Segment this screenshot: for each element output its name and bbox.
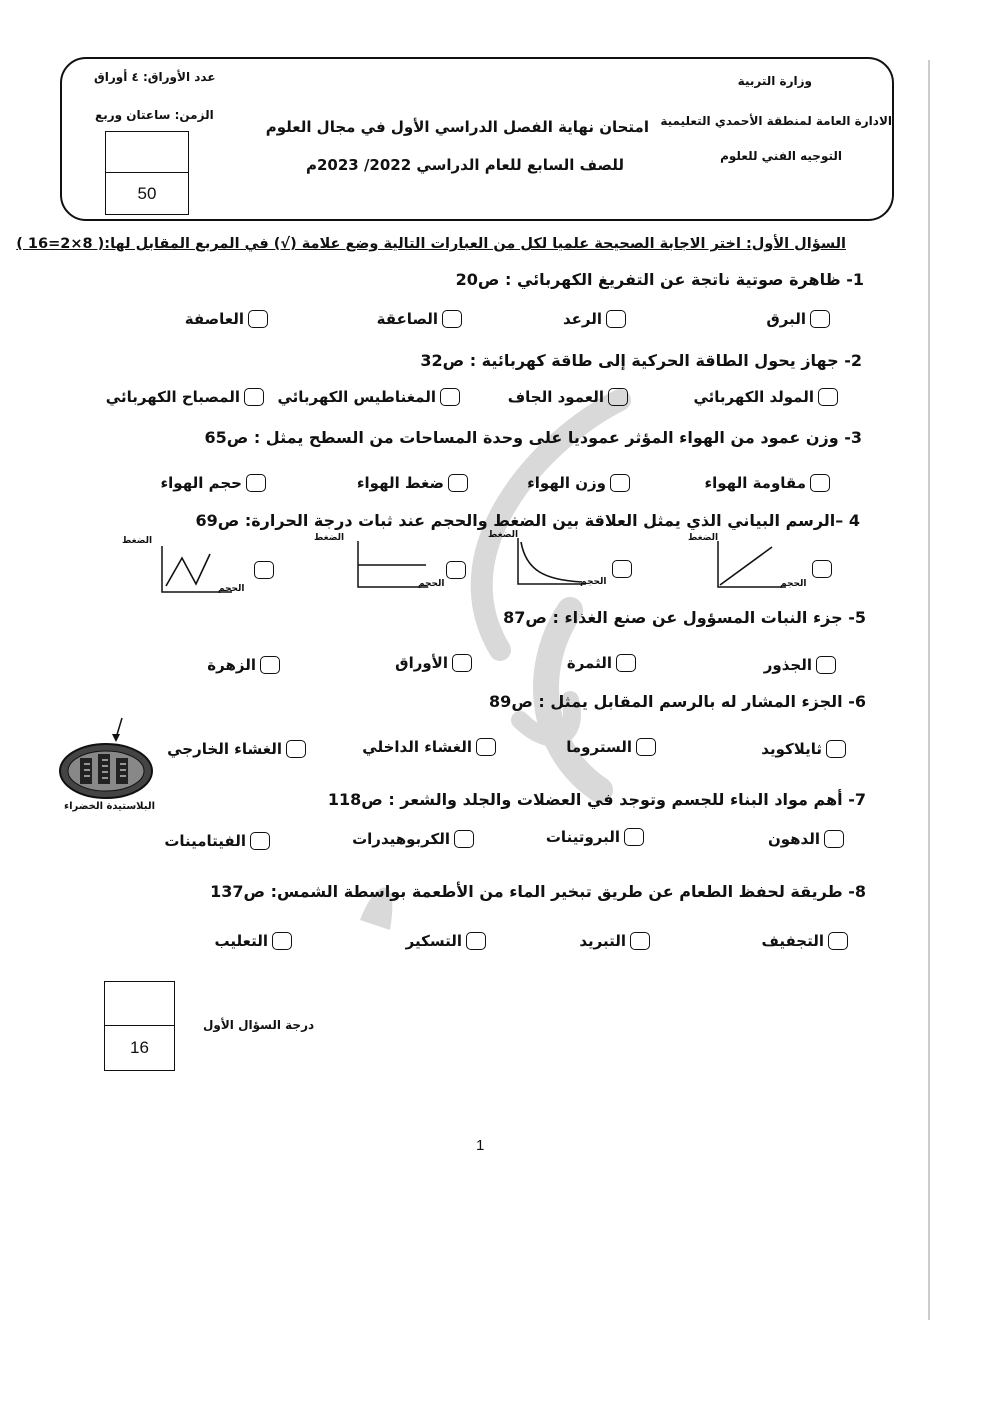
ministry: وزارة التربية — [737, 74, 812, 88]
checkbox[interactable] — [442, 310, 462, 328]
total-score-box — [105, 131, 189, 215]
checkbox[interactable] — [476, 738, 496, 756]
checkbox[interactable] — [440, 388, 460, 406]
axis-volume-label: الحجم — [418, 579, 445, 589]
checkbox[interactable] — [248, 310, 268, 328]
q5-option-2[interactable]: الثمرة — [567, 654, 636, 672]
total-score: 50 — [137, 183, 157, 203]
q3-option-3[interactable]: ضغط الهواء — [357, 474, 468, 492]
question-6: 6- الجزء المشار له بالرسم المقابل يمثل : ص89 — [489, 692, 866, 711]
checkbox[interactable] — [454, 830, 474, 848]
q8-option-4[interactable]: التعليب — [215, 932, 293, 950]
watermark — [240, 230, 800, 970]
axis-pressure-label: الضغط — [122, 536, 153, 546]
q2-option-1[interactable]: المولد الكهربائي — [693, 388, 838, 406]
checkbox[interactable] — [816, 656, 836, 674]
checkbox[interactable] — [818, 388, 838, 406]
checkbox[interactable] — [606, 310, 626, 328]
q7-option-4[interactable]: الفيتامينات — [164, 832, 270, 850]
supervision: التوجيه الفني للعلوم — [720, 149, 842, 163]
checkbox[interactable] — [608, 388, 628, 406]
checkbox[interactable] — [260, 656, 280, 674]
q7-option-1[interactable]: الدهون — [768, 830, 844, 848]
q4-option-2[interactable] — [486, 530, 636, 590]
exam-time: الزمن: ساعتان وربع — [95, 108, 214, 122]
page-count: عدد الأوراق: ٤ أوراق — [94, 70, 216, 84]
q7-option-3[interactable]: الكربوهيدرات — [352, 830, 474, 848]
checkbox[interactable] — [610, 474, 630, 492]
chloroplast-figure — [56, 716, 160, 802]
q6-option-4[interactable]: الغشاء الخارجي — [167, 740, 306, 758]
q4-option-4[interactable] — [120, 536, 280, 598]
page-number: 1 — [476, 1137, 485, 1154]
graph-linear-icon — [716, 539, 788, 591]
q2-option-4[interactable]: المصباح الكهربائي — [106, 388, 264, 406]
axis-volume-label: الحجم — [218, 584, 245, 594]
question-8: 8- طريقة لحفظ الطعام عن طريق تبخير الماء من الأطعمة بواسطة الشمس: ص137 — [210, 882, 866, 901]
axis-volume-label: الحجم — [780, 579, 807, 589]
checkbox[interactable] — [250, 832, 270, 850]
grade-year: للصف السابع للعام الدراسي 2022/ 2023م — [305, 156, 624, 174]
q5-option-3[interactable]: الأوراق — [395, 654, 472, 672]
q6-option-3[interactable]: الغشاء الداخلي — [362, 738, 496, 756]
section-score: 16 — [130, 1038, 149, 1057]
checkbox[interactable] — [286, 740, 306, 758]
q4-option-1[interactable] — [686, 533, 836, 593]
q6-option-2[interactable]: الستروما — [566, 738, 656, 756]
q1-option-2[interactable]: الرعد — [563, 310, 626, 328]
section-score-label: درجة السؤال الأول — [203, 1018, 315, 1032]
checkbox[interactable] — [826, 740, 846, 758]
checkbox[interactable] — [466, 932, 486, 950]
axis-pressure-label: الضغط — [688, 533, 719, 543]
q2-option-3[interactable]: المغناطيس الكهربائي — [277, 388, 460, 406]
q8-option-1[interactable]: التجفيف — [762, 932, 849, 950]
graph-inverse-icon — [516, 536, 588, 588]
checkbox[interactable] — [612, 560, 632, 578]
q3-option-2[interactable]: وزن الهواء — [527, 474, 630, 492]
checkbox[interactable] — [254, 561, 274, 579]
checkbox[interactable] — [828, 932, 848, 950]
checkbox[interactable] — [812, 560, 832, 578]
q5-option-1[interactable]: الجذور — [764, 656, 836, 674]
question-7: 7- أهم مواد البناء للجسم وتوجد في العضلات والجلد والشعر : ص118 — [327, 790, 866, 809]
q8-option-2[interactable]: التبريد — [579, 932, 650, 950]
chloroplast-caption: البلاستيدة الخضراء — [64, 801, 156, 812]
q6-option-1[interactable]: ثايلاكويد — [761, 740, 846, 758]
q3-option-4[interactable]: حجم الهواء — [161, 474, 267, 492]
checkbox[interactable] — [448, 474, 468, 492]
q7-option-2[interactable]: البروتينات — [546, 828, 644, 846]
checkbox[interactable] — [630, 932, 650, 950]
checkbox[interactable] — [446, 561, 466, 579]
question-3: 3- وزن عمود من الهواء المؤثر عموديا على وحدة المساحات من السطح يمثل : ص65 — [204, 428, 862, 447]
axis-pressure-label: الضغط — [488, 530, 519, 540]
q1-option-3[interactable]: الصاعقة — [377, 310, 462, 328]
scan-edge — [928, 60, 930, 1320]
section-score-box — [104, 981, 175, 1071]
question-1: 1- ظاهرة صوتية ناتجة عن التفريغ الكهربائي : ص20 — [455, 270, 864, 289]
exam-title: امتحان نهاية الفصل الدراسي الأول في مجال العلوم — [265, 118, 649, 136]
axis-volume-label: الحجم — [580, 577, 607, 587]
question-4: 4 –الرسم البياني الذي يمثل العلاقة بين الضغط والحجم عند ثبات درجة الحرارة: ص69 — [195, 511, 860, 530]
q8-option-3[interactable]: التسكير — [406, 932, 486, 950]
axis-pressure-label: الضغط — [314, 533, 345, 543]
q1-option-4[interactable]: العاصفة — [185, 310, 268, 328]
checkbox[interactable] — [452, 654, 472, 672]
q3-option-1[interactable]: مقاومة الهواء — [704, 474, 830, 492]
checkbox[interactable] — [824, 830, 844, 848]
checkbox[interactable] — [810, 310, 830, 328]
directorate: الادارة العامة لمنطقة الأحمدي التعليمية — [660, 114, 892, 128]
checkbox[interactable] — [244, 388, 264, 406]
q2-option-2[interactable]: العمود الجاف — [508, 388, 628, 406]
question-5: 5- جزء النبات المسؤول عن صنع الغذاء : ص87 — [503, 608, 866, 627]
checkbox[interactable] — [272, 932, 292, 950]
checkbox[interactable] — [624, 828, 644, 846]
checkbox[interactable] — [636, 738, 656, 756]
checkbox[interactable] — [246, 474, 266, 492]
q1-option-1[interactable]: البرق — [766, 310, 830, 328]
checkbox[interactable] — [810, 474, 830, 492]
question-2: 2- جهاز يحول الطاقة الحركية إلى طاقة كهربائية : ص32 — [420, 351, 862, 370]
q4-option-3[interactable] — [312, 533, 472, 595]
q5-option-4[interactable]: الزهرة — [207, 656, 280, 674]
section-instruction: السؤال الأول: اختر الاجابة الصحيحة علميا لكل من العبارات التالية وضع علامة (√) في المربع المقابل لها:( 8×2=16 ) — [16, 236, 846, 252]
checkbox[interactable] — [616, 654, 636, 672]
